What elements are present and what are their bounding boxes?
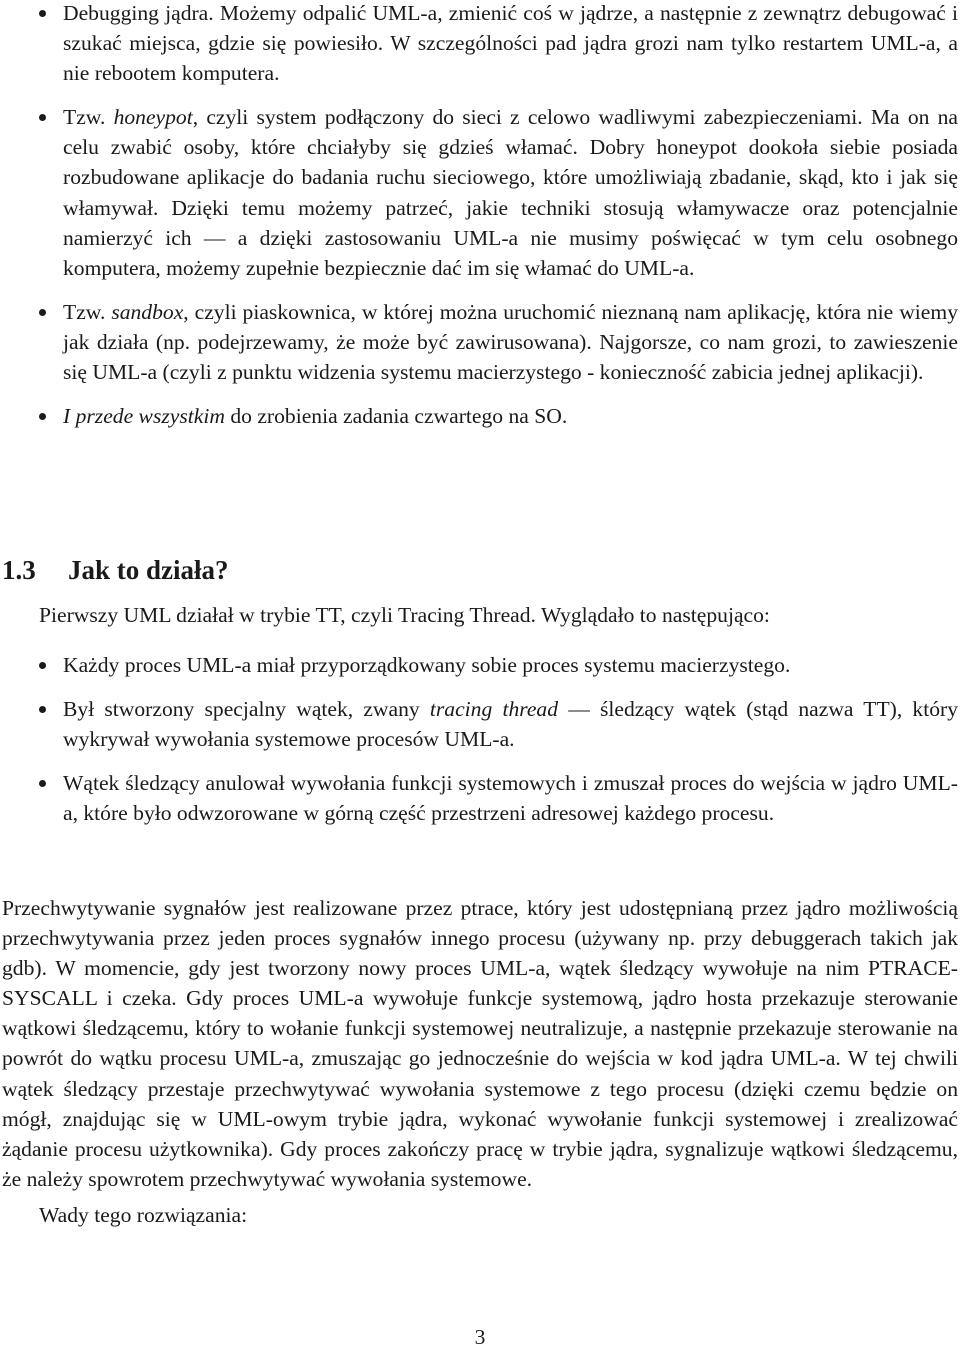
body-paragraph: Przechwytywanie sygnałów jest realizowane przez ptrace, który jest udostępnianą przez jądro możliwością przechwytywania przez jeden proces sygnałów innego procesu (używany np. przy debuggerach takich jak gdb). W momencie, gdy jest tworzony nowy proces UML-a, wątek śledzący wywołuje na nim PTRACE-SYSCALL i czeka. Gdy proces UML-a wywołuje funkcje systemową, jądro hosta przekazuje sterowanie wątkowi śledzącemu, który to wołanie funkcji systemowej neutralizuje, a następnie przekazuje sterowanie na powrót do wątku procesu UML-a, zmuszając go jednocześnie do wejścia w kod jądra UML-a. W tej chwili wątek śledzący przestaje przechwytywać wywołania systemowe z tego procesu (dzięki czemu będzie on mógł, znajdując się w UML-owym trybie jądra, wykonać wywołanie funkcji systemowej i zrealizować żądanie procesu użytkownika). Gdy proces zakończy pracę w trybie jądra, sygnalizuje wątkowi śledzącemu, że należy spowrotem przechwytywać wywołania systemowe. [2, 896, 958, 1191]
list-item: I przede wszystkim do zrobienia zadania czwartego na SO. [0, 401, 960, 431]
list-item: Tzw. sandbox, czyli piaskownica, w której można uruchomić nieznaną nam aplikację, która nie wiemy jak działa (np. podejrzewamy, że może być zawirusowana). Najgorsze, co nam grozi, to zawieszenie się UML-a (czyli z punktu widzenia systemu macierzystego - konieczność zabicia jednej aplikacji). [0, 297, 960, 387]
section-title: Jak to działa? [68, 555, 229, 585]
section-number: 1.3 [2, 555, 36, 585]
drawbacks-intro: Wady tego rozwiązania: [39, 1203, 248, 1227]
section-heading [2, 553, 229, 587]
list-item: Wątek śledzący anulował wywołania funkcji systemowych i zmuszał proces do wejścia w jądro UML-a, które było odwzorowane w górną część przestrzeni adresowej każdego procesu. [0, 768, 960, 828]
list-item: Tzw. honeypot, czyli system podłączony do sieci z celowo wadliwymi zabezpieczeniami. Ma on na celu zwabić osoby, które chciałyby się gdzieś włamać. Dobry honeypot dookoła siebie posiada rozbudowane aplikacje do badania ruchu sieciowego, które umożliwiają zbadanie, skąd, kto i jak się włamywał. Dzięki temu możemy patrzeć, jakie techniki stosują włamywacze oraz potencjalnie namierzyć ich — a dzięki zastosowaniu UML-a nie musimy poświęcać w tym celu osobnego komputera, możemy zupełnie bezpiecznie dać im się włamać do UML-a. [0, 102, 960, 283]
tt-mode-list [0, 650, 960, 842]
list-item: Każdy proces UML-a miał przyporządkowany sobie proces systemu macierzystego. [0, 650, 960, 680]
intro-paragraph: Pierwszy UML działał w trybie TT, czyli Tracing Thread. Wyglądało to następująco: [39, 603, 770, 627]
page-number: 3 [474, 1325, 486, 1349]
list-item: Był stworzony specjalny wątek, zwany tracing thread — śledzący wątek (stąd nazwa TT), który wykrywał wywołania systemowe procesów UML-a. [0, 694, 960, 754]
list-item: Debugging jądra. Możemy odpalić UML-a, zmienić coś w jądrze, a następnie z zewnątrz debugować i szukać miejsca, gdzie się powiesiło. W szczególności pad jądra grozi nam tylko restartem UML-a, a nie rebootem komputera. [0, 0, 960, 88]
uses-list [0, 0, 960, 445]
